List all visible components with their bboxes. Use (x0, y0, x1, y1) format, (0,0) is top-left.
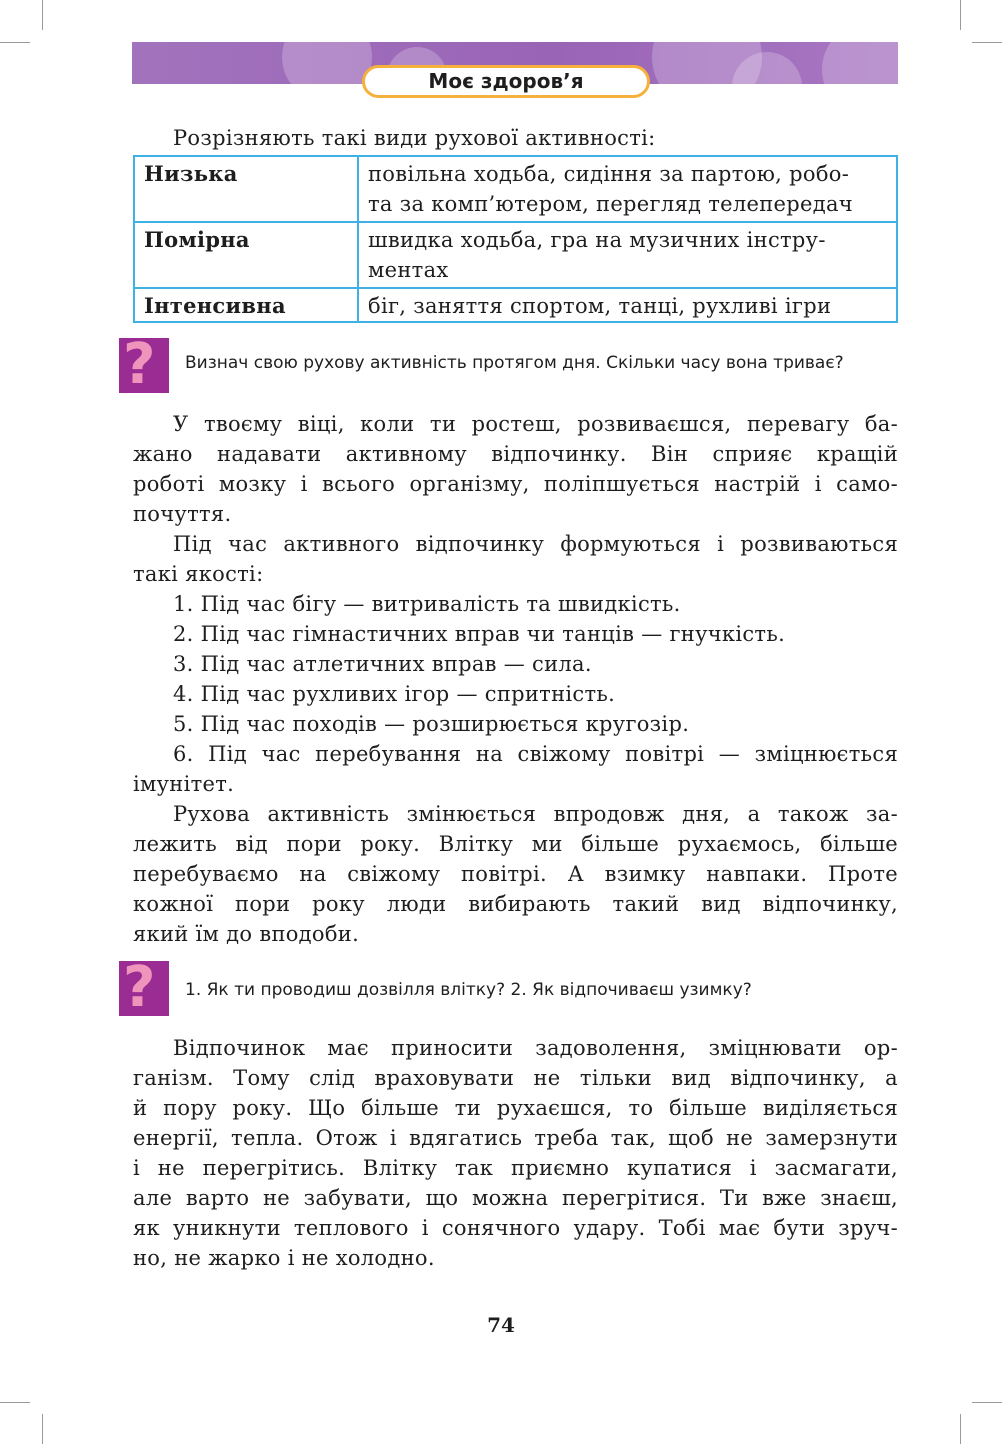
list-item: 1. Під час бігу — витривалість та швидкість. (173, 592, 681, 616)
text-line: Відпочинок має приносити задоволення, зміцнювати ор- (173, 1036, 898, 1060)
text-line: лежить від пори року. Влітку ми більше рухаємось, більше (133, 832, 898, 856)
paragraph (133, 799, 898, 949)
text-line: роботі мозку і всього організму, поліпшується настрій і само- (133, 472, 898, 496)
page-number: 74 (487, 1313, 515, 1337)
text-line: У твоєму віці, коли ти ростеш, розвиваєшся, перевагу ба- (173, 412, 898, 436)
crop-mark (972, 1402, 1002, 1403)
text-line: перебуваємо на свіжому повітрі. А взимку навпаки. Проте (133, 862, 898, 886)
description-line: швидка ходьба, гра на музичних інстру- (368, 228, 826, 252)
text-line: й пору року. Що більше ти рухаєшся, то більше виділяється (133, 1096, 898, 1120)
question-mark-icon: ? (119, 961, 169, 1016)
activity-description (358, 288, 897, 322)
text-line: енергії, тепла. Отож і вдягатись треба так, щоб не замерзнути (133, 1126, 898, 1150)
qualities-list (133, 589, 898, 799)
question-text: 1. Як ти проводиш дозвілля влітку? 2. Як відпочиваєш узимку? (185, 980, 752, 1000)
crop-mark (972, 42, 1002, 43)
banner-bubble (822, 42, 898, 84)
list-item: 2. Під час гімнастичних вправ чи танців — гнучкість. (173, 622, 786, 646)
text-line: Рухова активність змінюється впродовж дня, а також за- (173, 802, 898, 826)
crop-mark (960, 0, 961, 30)
table-intro: Розрізняють такі види рухової активності: (173, 126, 656, 150)
text-line: такі якості: (133, 562, 264, 586)
paragraph (133, 529, 898, 589)
table-row (134, 288, 897, 322)
crop-mark (0, 1402, 30, 1403)
description-line: ментах (368, 258, 449, 282)
activity-kind: Помірна (134, 222, 358, 288)
description-line: повільна ходьба, сидіння за партою, робо- (368, 162, 850, 186)
crop-mark (42, 0, 43, 30)
text-line: ганізм. Тому слід враховувати не тільки вид відпочинку, а (133, 1066, 898, 1090)
table-row (134, 156, 897, 222)
text-line: почуття. (133, 502, 232, 526)
activity-table (133, 155, 898, 323)
question-text: Визнач свою рухову активність протягом дня. Скільки часу вона триває? (185, 353, 844, 373)
text-line: як уникнути теплового і сонячного удару. Тобі має бути зруч- (133, 1216, 898, 1240)
text-line: Під час активного відпочинку формуються і розвиваються (173, 532, 898, 556)
text-line: но, не жарко і не холодно. (133, 1246, 435, 1270)
activity-description (358, 156, 897, 222)
activity-kind: Інтенсивна (134, 288, 358, 322)
crop-mark (42, 1414, 43, 1444)
table-row (134, 222, 897, 288)
list-item: 6. Під час перебування на свіжому повітрі — зміцнюється (173, 742, 898, 766)
list-item: 5. Під час походів — розширюється кругозір. (173, 712, 690, 736)
text-line: кожної пори року люди вибирають такий вид відпочинку, (133, 892, 898, 916)
list-item: 4. Під час рухливих ігор — спритність. (173, 682, 616, 706)
activity-kind: Низька (134, 156, 358, 222)
text-line: який їм до вподоби. (133, 922, 360, 946)
description-line: біг, заняття спортом, танці, рухливі ігри (368, 294, 832, 318)
paragraph (133, 1033, 898, 1273)
paragraph (133, 409, 898, 529)
text-line: але варто не забувати, що можна перегрітися. Ти вже знаєш, (133, 1186, 898, 1210)
crop-mark (960, 1414, 961, 1444)
section-title: Моє здоров’я (362, 65, 650, 98)
description-line: та за комп’ютером, перегляд телепередач (368, 192, 853, 216)
question-mark-icon: ? (119, 338, 169, 393)
text-line: і не перегрітись. Влітку так приємно купатися і засмагати, (133, 1156, 898, 1180)
text-line: жано надавати активному відпочинку. Він сприяє кращій (133, 442, 898, 466)
list-item: 3. Під час атлетичних вправ — сила. (173, 652, 592, 676)
activity-description (358, 222, 897, 288)
crop-mark (0, 42, 30, 43)
banner-bubble (282, 42, 372, 84)
list-item: імунітет. (133, 772, 235, 796)
